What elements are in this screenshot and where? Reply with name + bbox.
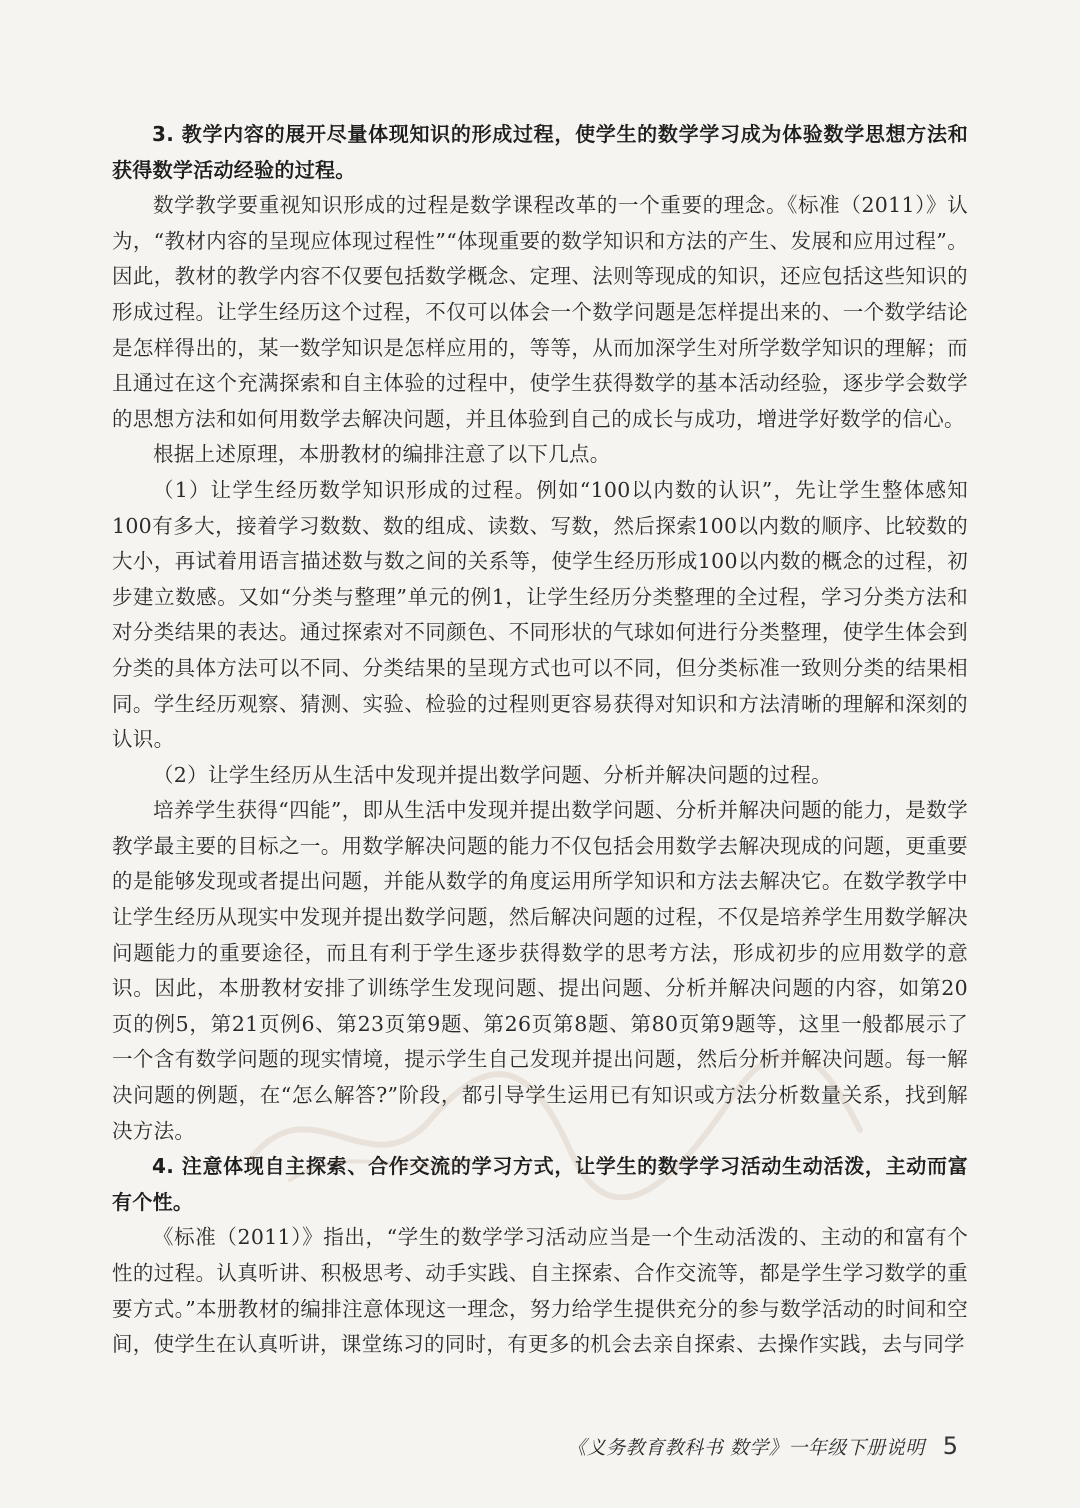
section-4-heading: 4. 注意体现自主探索、合作交流的学习方式，让学生的数学学习活动生动活泼，主动而富有个性。 <box>112 1154 968 1214</box>
section-3-paragraph-2: 根据上述原理，本册教材的编排注意了以下几点。 <box>153 442 611 467</box>
section-4-paragraph-1: 《标准（2011）》指出，“学生的数学学习活动应当是一个生动活泼的、主动的和富有个性的过程。认真听讲、积极思考、动手实践、自主探索、合作交流等，都是学生学习数学的重要方式。”本册教材的编排注意体现这一理念，努力给学生提供充分的参与数学活动的时间和空间，使学生在认真听讲，课堂练习的同时，有更多的机会去亲自探索、去操作实践，去与同学 <box>112 1225 968 1357</box>
section-3-paragraph-3: （1）让学生经历数学知识形成的过程。例如“100以内数的认识”，先让学生整体感知100有多大，接着学习数数、数的组成、读数、写数，然后探索100以内数的顺序、比较数的大小，再试着用语言描述数与数之间的关系等，使学生经历形成100以内数的概念的过程，初步建立数感。又如“分类与整理”单元的例1，让学生经历分类整理的全过程，学习分类方法和对分类结果的表达。通过探索对不同颜色、不同形状的气球如何进行分类整理，使学生体会到分类的具体方法可以不同、分类结果的呈现方式也可以不同，但分类标准一致则分类的结果相同。学生经历观察、猜测、实验、检验的过程则更容易获得对知识和方法清晰的理解和深刻的认识。 <box>112 477 968 752</box>
section-3-paragraph-1: 数学教学要重视知识形成的过程是数学课程改革的一个重要的理念。《标准（2011）》认为，“教材内容的呈现应体现过程性”“体现重要的数学知识和方法的产生、发展和应用过程”。因此，教材的教学内容不仅要包括数学概念、定理、法则等现成的知识，还应包括这些知识的形成过程。让学生经历这个过程，不仅可以体会一个数学问题是怎样提出来的、一个数学结论是怎样得出的，某一数学知识是怎样应用的，等等，从而加深学生对所学数学知识的理解；而且通过在这个充满探索和自主体验的过程中，使学生获得数学的基本活动经验，逐步学会数学的思想方法和如何用数学去解决问题，并且体验到自己的成长与成功，增进学好数学的信心。 <box>112 193 968 431</box>
section-3-paragraph-5: 培养学生获得“四能”，即从生活中发现并提出数学问题、分析并解决问题的能力，是数学教学最主要的目标之一。用数学解决问题的能力不仅包括会用数学去解决现成的问题，更重要的是能够发现或者提出问题，并能从数学的角度运用所学知识和方法去解决它。在数学教学中让学生经历从现实中发现并提出数学问题，然后解决问题的过程，不仅是培养学生用数学解决问题能力的重要途径，而且有利于学生逐步获得数学的思考方法，形成初步的应用数学的意识。因此，本册教材安排了训练学生发现问题、提出问题、分析并解决问题的内容，如第20页的例5，第21页例6、第23页第9题、第26页第8题、第80页第9题等，这里一般都展示了一个含有数学问题的现实情境，提示学生自己发现并提出问题，然后分析并解决问题。每一解决问题的例题，在“怎么解答?”阶段，都引导学生运用已有知识或方法分析数量关系，找到解决方法。 <box>112 798 968 1143</box>
page-footer <box>567 1431 958 1463</box>
footer-book-title: 《义务教育教科书 数学》一年级下册说明 <box>567 1437 925 1459</box>
page-number: 5 <box>942 1432 958 1460</box>
section-3-heading: 3. 教学内容的展开尽量体现知识的形成过程，使学生的数学学习成为体验数学思想方法和获得数学活动经验的过程。 <box>112 122 968 182</box>
section-3-paragraph-4: （2）让学生经历从生活中发现并提出数学问题、分析并解决问题的过程。 <box>153 762 832 787</box>
